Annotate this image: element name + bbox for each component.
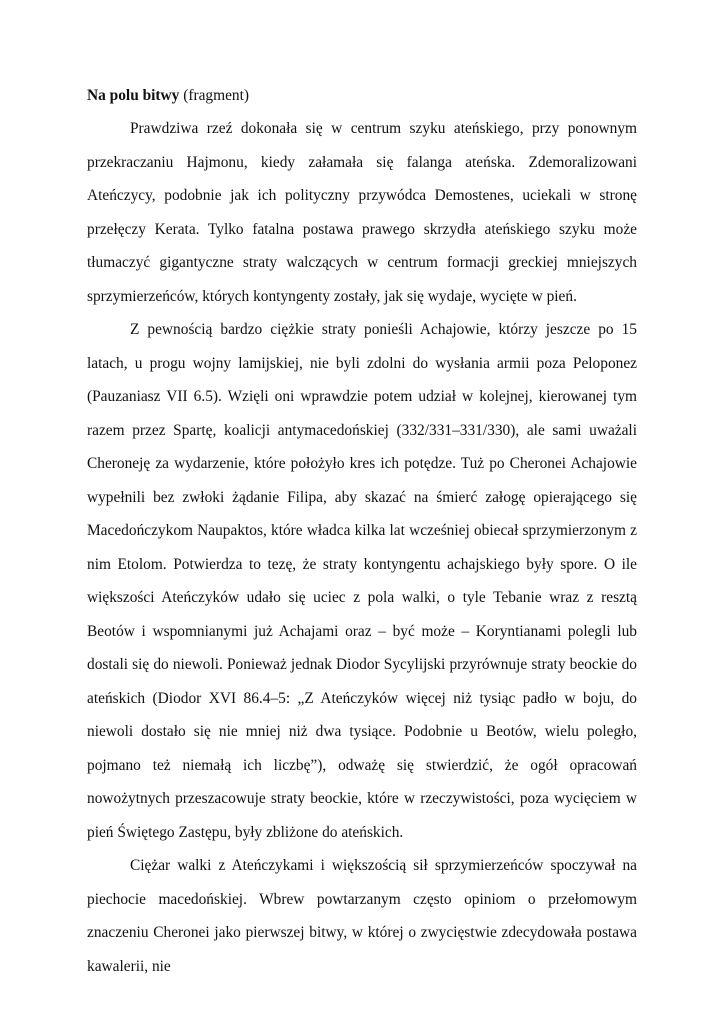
title-subtitle-text: (fragment) (179, 87, 250, 104)
title-bold-text: Na polu bitwy (87, 87, 180, 104)
document-page (87, 84, 637, 983)
paragraph-2: Z pewnością bardzo ciężkie straty ponieśli Achajowie, którzy jeszcze po 15 latach, u progu wojny lamijskiej, nie byli zdolni do wysłania armii poza Peloponez (Pauzaniasz VII 6.5). Wzięli oni wprawdzie potem udział w kolejnej, kierowanej tym razem przez Spartę, koalicji antymacedońskiej (332/331–331/330), ale sami uważali Cheroneję za wydarzenie, które położyło kres ich potędze. Tuż po Cheronei Achajowie wypełnili bez zwłoki żądanie Filipa, aby skazać na śmierć załogę opierającego się Macedończykom Naupaktos, które władca kilka lat wcześniej obiecał sprzymierzonym z nim Etolom. Potwierdza to tezę, że straty kontyngentu achajskiego były spore. O ile większości Ateńczyków udało się uciec z pola walki, o tyle Tebanie wraz z resztą Beotów i wspomnianymi już Achajami oraz – być może – Koryntianami polegli lub dostali się do niewoli. Ponieważ jednak Diodor Sycylijski przyrównuje straty beockie do ateńskich (Diodor XVI 86.4–5: „Z Ateńczyków więcej niż tysiąc padło w boju, do niewoli dostało się nie mniej niż dwa tysiące. Podobnie u Beotów, wielu poległo, pojmano też niemałą ich liczbę”), odważę się stwierdzić, że ogół opracowań nowożytnych przeszacowuje straty beockie, które w rzeczywistości, poza wycięciem w pień Świętego Zastępu, były zbliżone do ateńskich. (87, 321, 637, 841)
document-title (87, 84, 637, 108)
paragraph-1: Prawdziwa rzeź dokonała się w centrum szyku ateńskiego, przy ponownym przekraczaniu Hajmonu, kiedy załamała się falanga ateńska. Zdemoralizowani Ateńczycy, podobnie jak ich polityczny przywódca Demostenes, uciekali w stronę przełęczy Kerata. Tylko fatalna postawa prawego skrzydła ateńskiego szyku może tłumaczyć gigantyczne straty walczących w centrum formacji greckiej mniejszych sprzymierzeńców, których kontyngenty zostały, jak się wydaje, wycięte w pień. (87, 120, 637, 305)
paragraph-3: Ciężar walki z Ateńczykami i większością sił sprzymierzeńców spoczywał na piechocie macedońskiej. Wbrew powtarzanym często opiniom o przełomowym znaczeniu Cheronei jako pierwszej bitwy, w której o zwycięstwie zdecydowała postawa kawalerii, nie (87, 857, 637, 975)
